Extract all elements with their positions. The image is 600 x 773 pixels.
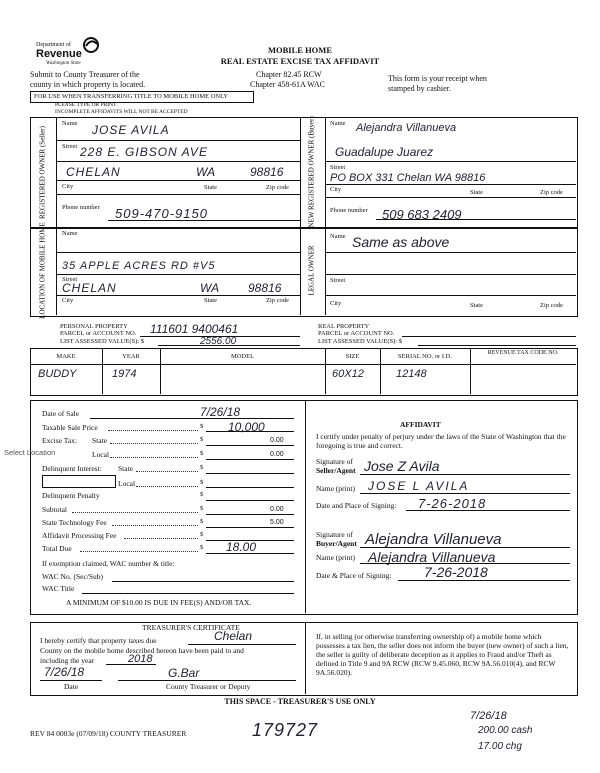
treasurer-year[interactable]: 2018 [128,653,153,665]
treasurer-title: TREASURER'S CERTIFICATE [142,623,240,632]
treasurer-county[interactable]: Chelan [214,629,253,643]
delinquent-state-label: State [118,464,133,473]
delinquent-state-dollar: $ [200,464,204,471]
legal-state-label: State [470,302,483,309]
taxable-dollar: $ [200,423,204,430]
total-dollar: $ [200,544,204,551]
incomplete-note: INCOMPLETE AFFIDAVITS WILL NOT BE ACCEPTED [55,109,188,115]
dept-line1: Department of [36,42,71,48]
cell-make[interactable]: BUDDY [38,368,77,380]
this-space-label: THIS SPACE - TREASURER'S USE ONLY [224,697,376,706]
header-model: MODEL [230,353,255,360]
list-assessed-right: LIST ASSESSED VALUE(S): $ [318,338,402,345]
seller-city-label: City [62,183,74,190]
legal-owner-name[interactable]: Same as above [352,234,450,250]
cell-size[interactable]: 60X12 [332,368,364,380]
list-assessed-left: LIST ASSESSED VALUE(S): $ [60,338,144,345]
header-make: MAKE [56,353,76,360]
seller-phone[interactable]: 509-470-9150 [115,206,208,221]
penalty-dollar: $ [200,491,204,498]
delinquent-local-label: Local [118,479,136,488]
submit-line2: county in which property is located. [30,80,146,89]
buyer-street-label: Street [330,164,346,171]
location-select-box[interactable] [42,475,116,488]
receipt-line1: This form is your receipt when [388,74,487,83]
legal-zip-label: Zip code [540,302,563,309]
legal-name-label: Name [330,233,346,240]
tech-fee-dollar: $ [200,518,204,525]
receipt-line2: stamped by cashier. [388,84,451,93]
seller-state-label: State [204,184,217,191]
buyer-date-label: Date & Place of Signing: [316,571,392,580]
treasurer-line2: County on the mobile home described hereon have been paid to and [40,646,244,655]
treasurer-date-label: Date [64,682,79,691]
seller-name[interactable]: JOSE AVILA [92,123,170,137]
location-city[interactable]: CHELAN [62,281,117,295]
excise-local-value[interactable]: 0.00 [270,451,284,458]
seller-zip[interactable]: 98816 [250,165,284,179]
rev-label: REV 84 0003e (07/09/18) COUNTY TREASURER [30,729,187,738]
parcel-assessed[interactable]: 2556.00 [200,336,237,347]
minimum-note: A MINIMUM OF $10.00 IS DUE IN FEE(S) AND/OR TAX. [66,598,252,607]
taxable-label: Taxable Sale Price [42,423,98,432]
buyer-state-label: State [470,189,483,196]
subtotal-dollar: $ [200,505,204,512]
legal-street-label: Street [330,277,346,284]
wac-title-label: WAC Title [42,584,75,593]
real-property-1: REAL PROPERTY [318,323,370,330]
total-due-value[interactable]: 18.00 [226,540,257,554]
location-city-label: City [62,297,74,304]
processing-dollar: $ [200,531,204,538]
title-line1: MOBILE HOME [268,45,332,55]
cell-year[interactable]: 1974 [112,368,137,380]
seller-print-label: Name (print) [316,484,355,493]
chapter-2: Chapter 458-61A WAC [250,80,325,89]
taxable-value[interactable]: 10,000 [228,420,265,434]
cell-serial[interactable]: 12148 [396,368,427,380]
tech-fee-value[interactable]: 5.00 [270,519,284,526]
header-year: YEAR [122,353,140,360]
seller-print[interactable]: JOSE L AVILA [368,479,470,493]
date-of-sale[interactable]: 7/26/18 [200,405,241,419]
sig-seller-label1: Signature of [316,457,353,466]
personal-property-1: PERSONAL PROPERTY [60,323,128,330]
buyer-name-label: Name [330,120,346,127]
buyer-name2[interactable]: Guadalupe Juarez [335,145,434,159]
exempt-label: If exemption claimed, WAC number & title: [42,559,175,568]
seller-date[interactable]: 7-26-2018 [418,496,487,511]
seller-name-label: Name [62,120,78,127]
location-zip-label: Zip code [266,297,289,304]
delinquent-penalty-label: Delinquent Penalty [42,491,100,500]
excise-state-dollar: $ [200,436,204,443]
seller-city[interactable]: CHELAN [66,165,121,179]
note-chg: 17.00 chg [478,741,522,752]
location-label: LOCATION OF MOBILE HOME [38,222,47,319]
date-of-sale-label: Date of Sale [42,409,80,418]
dept-line3: Washington State [46,61,81,66]
processing-fee-label: Affidavit Processing Fee [42,531,117,540]
registered-owner-label: REGISTERED OWNER (Seller) [38,126,47,219]
subtotal-label: Subtotal [42,505,68,514]
total-due-label: Total Due [42,544,72,553]
dept-line2: Revenue [36,48,82,60]
wac-no-label: WAC No. (Sec/Sub) [42,572,104,581]
transfer-note: FOR USE WHEN TRANSFERRING TITLE TO MOBILE HOME ONLY [34,93,229,100]
treasurer-date[interactable]: 7/26/18 [44,665,85,679]
location-legal-box [30,227,578,317]
buyer-print-label: Name (print) [316,553,355,562]
buyer-zip-label: Zip code [540,189,563,196]
location-state[interactable]: WA [200,281,220,295]
header-serial: SERIAL NO. or I.D. [398,353,452,360]
select-location[interactable]: Select Location [4,448,56,457]
parcel-account[interactable]: 111601 9400461 [150,322,239,336]
buyer-city-label: City [330,186,342,193]
location-state-label: State [204,297,217,304]
location-street-label: Street [62,276,78,283]
excise-label: Excise Tax: [42,436,77,445]
buyer-signature[interactable]: Alejandra Villanueva [365,531,502,548]
excise-local-label: Local [92,450,110,459]
buyer-print[interactable]: Alejandra Villanueva [368,549,496,565]
real-property-2: PARCEL or ACCOUNT NO. [318,330,395,337]
affidavit-title: AFFIDAVIT [400,420,441,429]
header-tax-code [470,350,576,357]
location-street[interactable]: 35 APPLE ACRES RD #V5 [62,260,216,272]
legal-city-label: City [330,300,342,307]
receipt-number: 179727 [252,720,319,740]
excise-local-dollar: $ [200,450,204,457]
header-size: SIZE [345,353,360,360]
header-tax-code-text: REVENUE TAX CODE NO. [487,350,559,356]
seller-signature[interactable]: Jose Z Avila [364,458,440,474]
tech-fee-label: State Technology Fee [42,518,107,527]
lien-notice: If, in selling (or otherwise transferring ownership of) a mobile home which possesses a tax lien, the seller does not inform the buyer (new owner) of such a lien, the seller is guilty of deliberate deception as it applies to Fraud and/or Theft as defined in Title 9 and 9A RCW (RCW 9.45.060, RCW 9A.56.010(4), and RCW 9A.56.020). [316,632,569,677]
deputy-label: County Treasurer or Deputy [166,682,251,691]
treasurer-line3: including the year [40,656,95,665]
please-type: PLEASE TYPE OR PRINT [55,102,117,108]
legal-owner-label: LEGAL OWNER [307,245,316,296]
excise-state-value[interactable]: 0.00 [270,437,284,444]
seller-zip-label: Zip code [266,184,289,191]
seller-state[interactable]: WA [196,165,216,179]
title-line2: REAL ESTATE EXCISE TAX AFFIDAVIT [220,56,380,66]
subtotal-value[interactable]: 0.00 [270,506,284,513]
sig-buyer-label2: Buyer/Agent [316,539,357,548]
location-zip[interactable]: 98816 [248,281,282,295]
delinquent-interest-label: Delinquent Interest: [42,464,102,473]
personal-property-2: PARCEL or ACCOUNT NO. [60,330,137,337]
buyer-street[interactable]: PO BOX 331 Chelan WA 98816 [330,172,486,184]
excise-state-label: State [92,436,107,445]
delinquent-local-dollar: $ [200,479,204,486]
deputy-signature[interactable]: G.Bar [168,666,200,680]
note-date: 7/26/18 [470,710,507,722]
treasurer-line1: I hereby certify that property taxes due [40,636,157,645]
seller-street-label: Street [62,143,78,150]
buyer-phone-label: Phone number [330,207,368,214]
seller-street[interactable]: 228 E. GIBSON AVE [80,145,208,159]
submit-line1: Submit to County Treasurer of the [30,70,140,79]
buyer-name[interactable]: Alejandra Villanueva [356,122,457,134]
seller-phone-label: Phone number [62,204,100,211]
note-cash: 200.00 cash [478,725,533,736]
sig-buyer-label1: Signature of [316,530,353,539]
chapter-1: Chapter 82.45 RCW [256,70,322,79]
affidavit-text: I certify under penalty of perjury under the laws of the State of Washington that the foregoing is true and correct. [316,432,566,450]
buyer-phone[interactable]: 509 683 2409 [382,207,462,222]
location-name-label: Name [62,230,78,237]
seller-date-label: Date and Place of Signing: [316,501,397,510]
new-owner-label: NEW REGISTERED OWNER (Buyer) [307,116,316,228]
sig-seller-label2: Seller/Agent [316,466,356,475]
buyer-date[interactable]: 7-26-2018 [424,564,488,580]
